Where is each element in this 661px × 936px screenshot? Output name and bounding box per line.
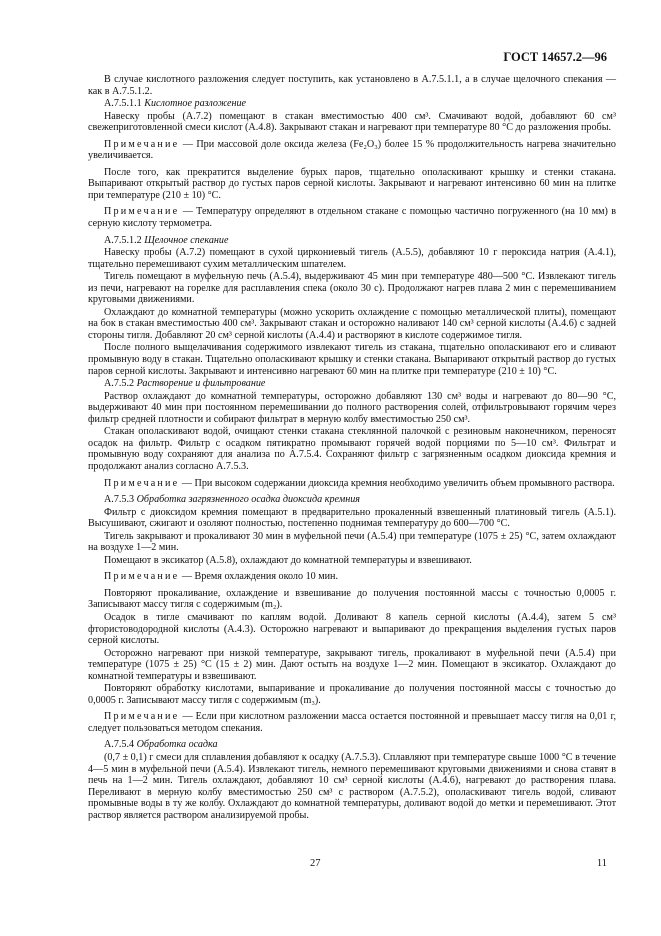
note-label: Примечание	[104, 571, 180, 583]
note-label: Примечание	[104, 138, 180, 150]
note-text: — При массовой доле оксида железа (Fe₂O₃) более 15 % продолжительность нагрева значительно увеличивается.	[88, 138, 616, 162]
note	[88, 139, 616, 162]
section-heading	[88, 378, 616, 390]
note	[88, 571, 616, 583]
section-heading	[88, 739, 616, 751]
paragraph: Повторяют обработку кислотами, выпаривание и прокаливание до получения постоянной массы с точностью до 0,0005 г. Записывают массу тигля с содержимым (m₃).	[88, 683, 616, 706]
note-label: Примечание	[104, 206, 180, 218]
paragraph: Стакан ополаскивают водой, очищают стенки стакана стеклянной палочкой с резиновым наконечником, переносят осадок на фильтр. Фильтр с осадком пятикратно промывают горячей водой порциями по 5—10 см³. Фильтрат и промывную воду сохраняют для анализа по А.7.5.4. Сохраняют фильтр с загрязненным осадком диоксида кремния и продолжают анализ согласно А.7.5.3.	[88, 426, 616, 472]
paragraph: Навеску пробы (А.7.2) помещают в сухой циркониевый тигель (А.5.5), добавляют 10 г пероксида натрия (А.4.1), тщательно перемешивают сухим металлическим шпателем.	[88, 247, 616, 270]
paragraph: Навеску пробы (А.7.2) помещают в стакан вместимостью 400 см³. Смачивают водой, добавляют 60 см³ свежеприготовленной смеси кислот (А.4.8). Закрывают стакан и нагревают при температуре 80 °С до разложения пробы.	[88, 110, 616, 134]
section-number: А.7.5.2	[104, 378, 135, 390]
section-title: Обработка осадка	[136, 739, 218, 751]
paragraph: Тигель помещают в муфельную печь (А.5.4), выдерживают 45 мин при температуре 480—500 °С. Извлекают тигель из печи, нагревают на горелке для расплавления спека (около 30 с). Продолжают нагрев плава 2 мин с перемешиванием круговыми движениями.	[88, 271, 616, 306]
paragraph: Раствор охлаждают до комнатной температуры, осторожно добавляют 130 см³ воды и нагревают до 80—90 °С, выдерживают 40 мин при постоянном перемешивании до полного растворения солей, отфильтровывают горячим через фильтр средней плотности и собирают фильтрат в мерную колбу вместимостью 250 см³.	[88, 390, 616, 425]
section-title: Кислотное разложение	[144, 98, 247, 110]
note-label: Примечание	[104, 477, 180, 489]
paragraph: Осадок в тигле смачивают по каплям водой. Доливают 8 капель серной кислоты (А.4.4), затем 5 см³ фтористоводородной кислоты (А.4.3). Осторожно нагревают и выпаривают до прекращения выделения густых паров серной кислоты.	[88, 611, 616, 647]
document-body	[88, 74, 616, 822]
section-number: А.7.5.4	[104, 739, 135, 751]
section-heading	[88, 235, 616, 247]
paragraph: После полного выщелачивания содержимого извлекают тигель из стакана, тщательно ополаскивают его и сливают промывную воду в стакан. Тщательно ополаскивают крышку и стенки стакана. Выпаривают открытый раствор до густых паров серной кислоты. Закрывают и интенсивно нагревают 60 мин на плитке при температуре (210 ± 10) °С.	[88, 342, 616, 377]
paragraph: После того, как прекратится выделение бурых паров, тщательно ополаскивают крышку и стенки стакана. Выпаривают открытый раствор до густых паров серной кислоты. Закрывают и нагревают интенсивно 60 мин на плитке при температуре (210 ± 10) °С.	[88, 166, 616, 201]
note-label: Примечание	[104, 711, 180, 723]
section-number: А.7.5.1.1	[104, 98, 142, 110]
paragraph: Осторожно нагревают при низкой температуре, закрывают тигель, прокаливают в муфельной печи (А.5.4) при температуре (1075 ± 25) °С (15 ± 2) мин. Дают остыть на воздухе 1—2 мин. Помещают в эксикатор. Охлаждают до комнатной температуры и взвешивают.	[88, 647, 616, 682]
paragraph: Помещают в эксикатор (А.5.8), охлаждают до комнатной температуры и взвешивают.	[104, 554, 472, 566]
paragraph: В случае кислотного разложения следует поступить, как установлено в А.7.5.1.1, а в случае щелочного спекания — как в А.7.5.1.2.	[88, 74, 616, 97]
section-number: А.7.5.1.2	[104, 234, 142, 246]
section-number: А.7.5.3	[104, 494, 135, 506]
section-title: Растворение и фильтрование	[136, 378, 266, 390]
page-number: 27	[310, 858, 321, 869]
paragraph: (0,7 ± 0,1) г смеси для сплавления добавляют к осадку (А.7.5.3). Сплавляют при температуре свыше 1000 °С в течение 4—5 мин в муфельной печи (А.5.4). Извлекают тигель, немного перемешивают круговыми движениями и снова ставят в печь на 1—2 мин. Тигель охлаждают, добавляют 10 см³ серной кислоты (А.4.6), нагревают до растворения плава. Переливают в мерную колбу вместимостью 250 см³ с раствором (А.7.5.2), ополаскивают тигель водой, сливают промывные воды в ту же колбу. Охлаждают до комнатной температуры, доливают водой до метки и перемешивают. Этот раствор является раствором анализируемой пробы.	[88, 751, 616, 821]
section-heading	[88, 494, 616, 506]
note	[88, 478, 616, 490]
note	[88, 206, 616, 229]
note-text: — Если при кислотном разложении масса остается постоянной и превышает массу тигля на 0,01 г, следует пользоваться методом спекания.	[88, 711, 616, 734]
paragraph: Повторяют прокаливание, охлаждение и взвешивание до получения постоянной массы с точностью 0,0005 г. Записывают массу тигля с содержимым (m₂).	[88, 587, 616, 611]
paragraph: Тигель закрывают и прокаливают 30 мин в муфельной печи (А.5.4) при температуре (1075 ± 25) °С, затем охлаждают на воздухе 1—2 мин.	[88, 530, 616, 554]
note-text: — При высоком содержании диоксида кремния необходимо увеличить объем промывного раствора.	[179, 477, 615, 489]
section-heading	[88, 98, 616, 110]
note	[88, 711, 616, 734]
section-title: Щелочное спекание	[144, 234, 229, 246]
section-title: Обработка загрязненного осадка диоксида кремния	[136, 494, 361, 506]
paragraph: Охлаждают до комнатной температуры (можно ускорить охлаждение с помощью металлической плиты), помещают на бок в стакан вместимостью 400 см³. Закрывают стакан и осторожно наливают 140 см³ серной кислоты (А.4.6) с задней стороны тигля. Добавляют 20 см³ серной кислоты (А.4.4) и растворяют в кислоте содержимое тигля.	[88, 306, 616, 341]
paragraph: Фильтр с диоксидом кремния помещают в предварительно прокаленный взвешенный платиновый тигель (А.5.1). Высушивают, сжигают и озоляют полностью, постепенно поднимая температуру до 600—700 °С.	[88, 506, 616, 530]
sheet-number: 11	[596, 858, 607, 869]
note-text: — Температуру определяют в отдельном стакане с помощью частично погруженного (на 10 мм) в серную кислоту термометра.	[88, 206, 616, 230]
standard-header: ГОСТ 14657.2—96	[503, 50, 607, 64]
note-text: — Время охлаждения около 10 мин.	[179, 571, 339, 583]
